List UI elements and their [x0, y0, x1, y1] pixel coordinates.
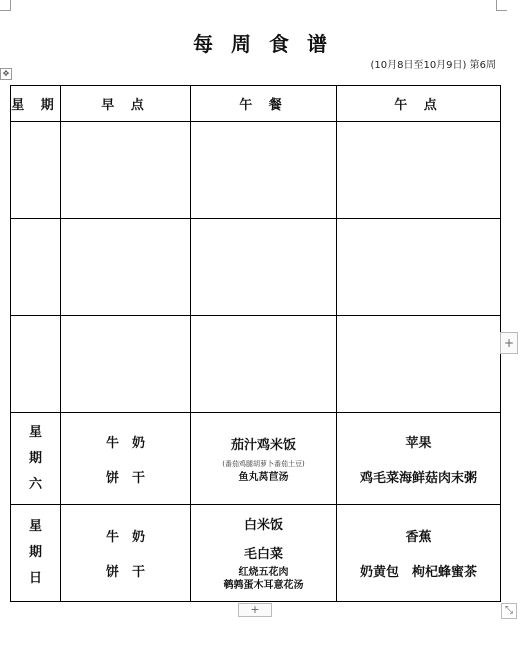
snack-item: 鸡毛菜海鲜菇肉末粥 — [359, 470, 477, 486]
snack-item: 奶黄包 枸杞蜂蜜茶 — [359, 565, 477, 580]
weekday-char: 日 — [28, 571, 42, 586]
header-row — [11, 86, 501, 122]
breakfast-item: 牛 奶 — [105, 530, 145, 545]
header-breakfast: 早 点 — [61, 86, 191, 122]
lunch-meat: 红烧五花肉 — [238, 567, 289, 578]
header-weekday: 星 期 — [11, 86, 61, 122]
empty-cell[interactable] — [61, 316, 191, 413]
table-row-sunday — [11, 505, 501, 602]
table-move-handle-icon[interactable]: ✥ — [0, 68, 12, 80]
empty-cell[interactable] — [11, 219, 61, 316]
lunch-main: 茄汁鸡米饭 — [230, 437, 296, 453]
weekday-char: 期 — [28, 545, 42, 560]
empty-cell[interactable] — [11, 316, 61, 413]
page-corner-mark — [0, 0, 11, 11]
snack-cell[interactable] — [337, 413, 501, 505]
breakfast-item: 饼 干 — [105, 470, 145, 486]
table-row-empty — [11, 219, 501, 316]
empty-cell[interactable] — [337, 219, 501, 316]
lunch-note: (番茄鸡腿胡萝卜番茄土豆) — [222, 459, 305, 468]
weekday-char: 期 — [28, 450, 42, 466]
snack-cell[interactable] — [337, 505, 501, 602]
weekday-char: 六 — [28, 476, 42, 492]
table-row-empty — [11, 316, 501, 413]
breakfast-item: 饼 干 — [105, 565, 145, 580]
table-resize-handle-icon[interactable]: ⤡ — [501, 603, 517, 619]
lunch-veg: 毛白菜 — [243, 547, 283, 562]
weekday-cell[interactable] — [11, 505, 61, 602]
lunch-cell[interactable] — [191, 413, 337, 505]
empty-cell[interactable] — [61, 122, 191, 219]
weekly-menu-table — [10, 85, 501, 602]
page-title: 每周食谱 — [193, 32, 345, 56]
lunch-soup: 鱼丸莴苣汤 — [238, 471, 289, 483]
empty-cell[interactable] — [337, 316, 501, 413]
lunch-cell[interactable] — [191, 505, 337, 602]
header-snack: 午 点 — [337, 86, 501, 122]
empty-cell[interactable] — [191, 316, 337, 413]
empty-cell[interactable] — [11, 122, 61, 219]
header-lunch: 午 餐 — [191, 86, 337, 122]
add-column-button[interactable]: + — [500, 332, 518, 354]
empty-cell[interactable] — [191, 122, 337, 219]
empty-cell[interactable] — [61, 219, 191, 316]
weekday-char: 星 — [28, 424, 42, 440]
date-range-subtitle: (10月8日至10月9日) 第6周 — [370, 60, 496, 71]
breakfast-cell[interactable] — [61, 505, 191, 602]
table-row-empty — [11, 122, 501, 219]
breakfast-cell[interactable] — [61, 413, 191, 505]
weekday-cell[interactable] — [11, 413, 61, 505]
lunch-soup: 鹌鹑蛋木耳意花汤 — [223, 580, 304, 591]
snack-item: 香蕉 — [405, 530, 432, 545]
empty-cell[interactable] — [337, 122, 501, 219]
snack-item: 苹果 — [405, 435, 432, 451]
empty-cell[interactable] — [191, 219, 337, 316]
table-row-saturday — [11, 413, 501, 505]
breakfast-item: 牛 奶 — [105, 435, 145, 451]
lunch-main: 白米饭 — [243, 518, 283, 533]
weekday-char: 星 — [28, 519, 42, 534]
page-corner-mark — [496, 0, 507, 11]
add-row-button[interactable]: + — [238, 603, 272, 617]
